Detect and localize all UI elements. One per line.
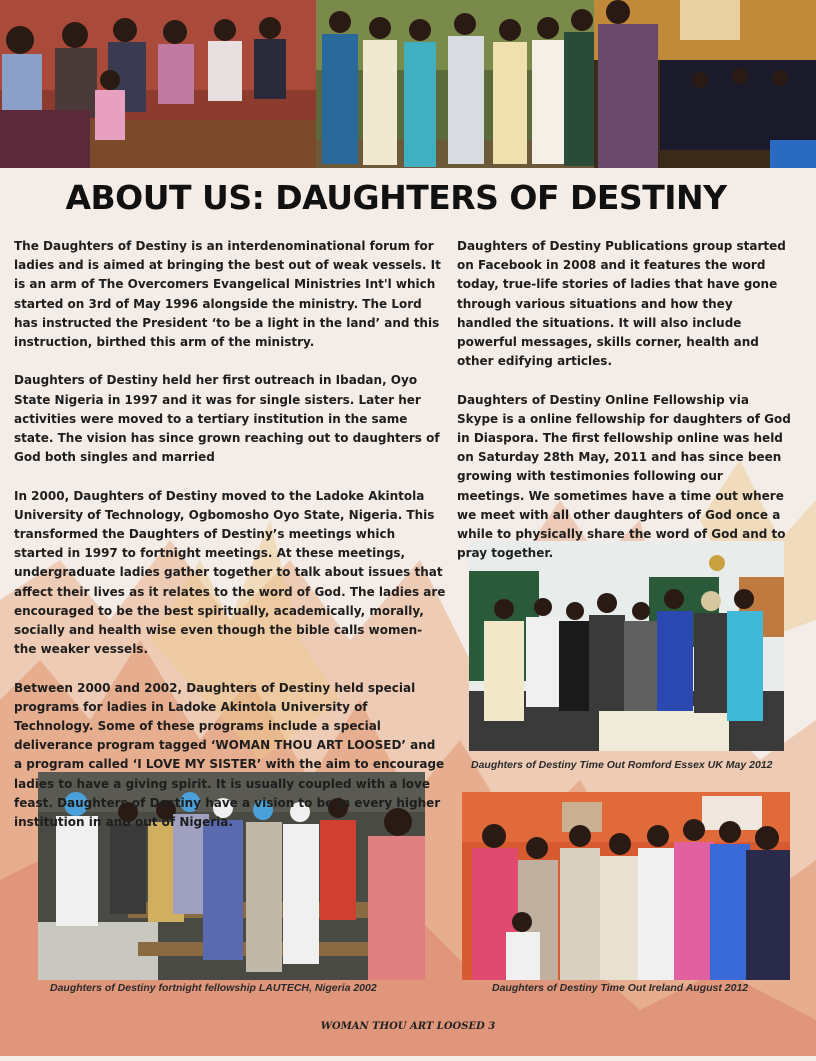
paragraph-lautech-move: In 2000, Daughters of Destiny moved to the Ladoke Akintola University of Technology, Ogbomosho Oyo State, Nigeria. This transformed the Daughters of Destiny’s meetings which started in 1997 to fortnight meetings. At these meetings, undergraduate ladies gather together to talk about issues that affect their lives as it relates to the word of God. The ladies are encouraged to be the best spiritually, academically, morally, socially and health wise even though the bible calls women- the weaker vessels.: [14, 488, 446, 657]
paragraph-special-programs: Between 2000 and 2002, Daughters of Destiny held special programs for ladies in Ladoke Akintola University of Technology. Some of these programs include a special deliverance program tagged ‘WOMAN THOU ART LOOSED’ and a program called ‘I LOVE MY SISTER’ with the aim to encourage ladies to have a giving spirit. It is usually coupled with a love feast. Daughters of Destiny have a vision to be in every higher institution in and out of Nigeria.: [14, 680, 445, 830]
paragraph-online-fellowship: Daughters of Destiny Online Fellowship via Skype is a online fellowship for daughters of God in Diaspora. The first fellowship online was held on Saturday 28th May, 2011 and has since been growing with testimonies following our meetings. We sometimes have a time out where we meet with all other daughters of God once a while to physically share the word of God and to pray together.: [457, 392, 791, 561]
paragraph-publications: Daughters of Destiny Publications group started on Facebook in 2008 and it features the word today, true-life stories of ladies that have gone through various situations and how they handled the situations. It will also include powerful messages, skills corner, health and other edifying articles.: [457, 239, 786, 369]
caption-ireland: Daughters of Destiny Time Out Ireland August 2012: [492, 982, 749, 994]
header-photo-collage: [0, 0, 816, 168]
paragraph-intro: The Daughters of Destiny is an interdenominational forum for ladies and is aimed at bringing the best out of weak vessels. It is an arm of The Overcomers Evangelical Ministries Int'l which started on 3rd of May 1996 alongside the ministry. The Lord has instructed the President ‘to be a light in the land’ and this instruction, birthed this arm of the ministry.: [14, 239, 441, 350]
page-title: ABOUT US: DAUGHTERS OF DESTINY: [65, 178, 727, 217]
photo-ireland-timeout: [462, 792, 790, 980]
page-footer: WOMAN THOU ART LOOSED 3: [320, 1021, 496, 1032]
caption-lautech: Daughters of Destiny fortnight fellowship LAUTECH, Nigeria 2002: [50, 982, 377, 994]
paragraph-first-outreach: Daughters of Destiny held her first outreach in Ibadan, Oyo State Nigeria in 1997 and it was for single sisters. Later her activities were moved to a tertiary institution in the same state. The vision has since grown reaching out to daughters of God both singles and married: [14, 373, 440, 465]
caption-romford: Daughters of Destiny Time Out Romford Essex UK May 2012: [471, 759, 773, 771]
right-text-column: [457, 237, 791, 583]
left-text-column: [14, 237, 446, 851]
